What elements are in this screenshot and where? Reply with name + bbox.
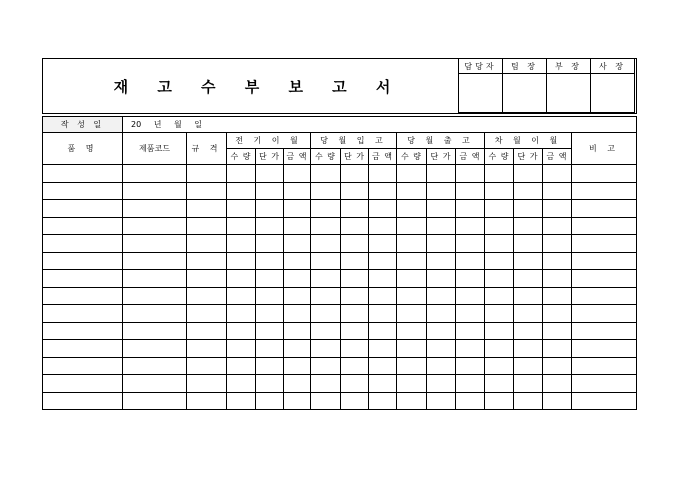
table-cell[interactable] bbox=[572, 252, 637, 270]
table-cell[interactable] bbox=[123, 252, 187, 270]
table-cell[interactable] bbox=[369, 235, 397, 253]
table-cell[interactable] bbox=[369, 217, 397, 235]
table-cell[interactable] bbox=[341, 200, 369, 218]
table-cell[interactable] bbox=[341, 392, 369, 410]
table-cell[interactable] bbox=[341, 357, 369, 375]
table-cell[interactable] bbox=[485, 235, 514, 253]
table-cell[interactable] bbox=[341, 182, 369, 200]
table-cell[interactable] bbox=[427, 375, 456, 393]
table-cell[interactable] bbox=[514, 305, 543, 323]
table-cell[interactable] bbox=[341, 375, 369, 393]
table-cell[interactable] bbox=[123, 217, 187, 235]
table-cell[interactable] bbox=[256, 305, 284, 323]
table-cell[interactable] bbox=[227, 305, 256, 323]
table-cell[interactable] bbox=[572, 165, 637, 183]
table-cell[interactable] bbox=[284, 235, 311, 253]
table-cell[interactable] bbox=[514, 322, 543, 340]
table-cell[interactable] bbox=[43, 375, 123, 393]
signature-cell-team-lead[interactable] bbox=[503, 74, 547, 113]
table-cell[interactable] bbox=[543, 340, 572, 358]
table-cell[interactable] bbox=[543, 375, 572, 393]
inventory-table bbox=[42, 116, 637, 410]
table-cell[interactable] bbox=[485, 392, 514, 410]
table-cell[interactable] bbox=[311, 322, 341, 340]
table-cell[interactable] bbox=[514, 217, 543, 235]
table-cell[interactable] bbox=[256, 182, 284, 200]
table-cell[interactable] bbox=[256, 200, 284, 218]
table-cell[interactable] bbox=[227, 270, 256, 288]
table-cell[interactable] bbox=[311, 165, 341, 183]
table-cell[interactable] bbox=[369, 392, 397, 410]
table-cell[interactable] bbox=[369, 322, 397, 340]
table-cell[interactable] bbox=[397, 287, 427, 305]
table-cell[interactable] bbox=[43, 357, 123, 375]
table-cell[interactable] bbox=[485, 322, 514, 340]
table-cell[interactable] bbox=[284, 217, 311, 235]
table-row bbox=[43, 182, 637, 200]
table-cell[interactable] bbox=[43, 322, 123, 340]
table-cell[interactable] bbox=[514, 200, 543, 218]
table-cell[interactable] bbox=[427, 322, 456, 340]
table-cell[interactable] bbox=[256, 165, 284, 183]
report-header bbox=[42, 58, 637, 114]
table-cell[interactable] bbox=[485, 375, 514, 393]
table-cell[interactable] bbox=[427, 357, 456, 375]
table-cell[interactable] bbox=[341, 165, 369, 183]
approval-label-team-lead: 팀 장 bbox=[503, 59, 547, 74]
table-cell[interactable] bbox=[543, 357, 572, 375]
table-cell[interactable] bbox=[123, 375, 187, 393]
table-cell[interactable] bbox=[227, 375, 256, 393]
table-cell[interactable] bbox=[311, 340, 341, 358]
table-cell[interactable] bbox=[341, 322, 369, 340]
table-cell[interactable] bbox=[397, 270, 427, 288]
table-cell[interactable] bbox=[43, 340, 123, 358]
table-cell[interactable] bbox=[311, 287, 341, 305]
signature-cell-president[interactable] bbox=[591, 74, 635, 113]
table-cell[interactable] bbox=[572, 182, 637, 200]
table-cell[interactable] bbox=[369, 252, 397, 270]
table-cell[interactable] bbox=[427, 392, 456, 410]
subcol-unit-price: 단 가 bbox=[341, 149, 369, 165]
table-cell[interactable] bbox=[341, 252, 369, 270]
table-cell[interactable] bbox=[341, 340, 369, 358]
col-product-code: 제품코드 bbox=[123, 133, 187, 165]
table-cell[interactable] bbox=[397, 235, 427, 253]
table-cell[interactable] bbox=[256, 357, 284, 375]
table-cell[interactable] bbox=[572, 340, 637, 358]
table-cell[interactable] bbox=[311, 375, 341, 393]
table-cell[interactable] bbox=[456, 287, 485, 305]
table-cell[interactable] bbox=[543, 270, 572, 288]
table-cell[interactable] bbox=[456, 322, 485, 340]
table-cell[interactable] bbox=[256, 235, 284, 253]
table-cell[interactable] bbox=[543, 252, 572, 270]
table-cell[interactable] bbox=[187, 357, 227, 375]
table-cell[interactable] bbox=[369, 200, 397, 218]
table-cell[interactable] bbox=[187, 287, 227, 305]
group-next-carryover: 차 월 이 월 bbox=[485, 133, 572, 149]
table-cell[interactable] bbox=[227, 165, 256, 183]
table-cell[interactable] bbox=[485, 252, 514, 270]
table-cell[interactable] bbox=[543, 305, 572, 323]
table-cell[interactable] bbox=[427, 270, 456, 288]
table-cell[interactable] bbox=[43, 392, 123, 410]
table-cell[interactable] bbox=[514, 375, 543, 393]
table-cell[interactable] bbox=[311, 392, 341, 410]
table-cell[interactable] bbox=[543, 392, 572, 410]
table-cell[interactable] bbox=[256, 340, 284, 358]
table-cell[interactable] bbox=[227, 235, 256, 253]
group-prev-carryover: 전 기 이 월 bbox=[227, 133, 311, 149]
table-cell[interactable] bbox=[43, 217, 123, 235]
subcol-quantity: 수 량 bbox=[485, 149, 514, 165]
table-row bbox=[43, 340, 637, 358]
table-cell[interactable] bbox=[341, 270, 369, 288]
table-cell[interactable] bbox=[485, 182, 514, 200]
table-row bbox=[43, 235, 637, 253]
table-cell[interactable] bbox=[427, 165, 456, 183]
subcol-amount: 금 액 bbox=[284, 149, 311, 165]
table-cell[interactable] bbox=[456, 235, 485, 253]
table-cell[interactable] bbox=[427, 235, 456, 253]
table-cell[interactable] bbox=[369, 357, 397, 375]
table-cell[interactable] bbox=[123, 392, 187, 410]
table-cell[interactable] bbox=[427, 200, 456, 218]
table-cell[interactable] bbox=[256, 375, 284, 393]
table-cell[interactable] bbox=[256, 322, 284, 340]
table-cell[interactable] bbox=[572, 375, 637, 393]
table-cell[interactable] bbox=[514, 392, 543, 410]
table-cell[interactable] bbox=[456, 165, 485, 183]
table-cell[interactable] bbox=[227, 252, 256, 270]
table-cell[interactable] bbox=[485, 270, 514, 288]
subcol-unit-price: 단 가 bbox=[427, 149, 456, 165]
table-cell[interactable] bbox=[485, 287, 514, 305]
table-cell[interactable] bbox=[514, 165, 543, 183]
table-cell[interactable] bbox=[456, 200, 485, 218]
table-cell[interactable] bbox=[397, 200, 427, 218]
table-cell[interactable] bbox=[227, 340, 256, 358]
col-spec: 규 격 bbox=[187, 133, 227, 165]
table-cell[interactable] bbox=[397, 305, 427, 323]
table-cell[interactable] bbox=[369, 305, 397, 323]
table-cell[interactable] bbox=[543, 165, 572, 183]
table-cell[interactable] bbox=[311, 200, 341, 218]
table-cell[interactable] bbox=[123, 235, 187, 253]
table-cell[interactable] bbox=[485, 340, 514, 358]
table-cell[interactable] bbox=[543, 200, 572, 218]
table-cell[interactable] bbox=[397, 165, 427, 183]
table-cell[interactable] bbox=[572, 305, 637, 323]
table-cell[interactable] bbox=[543, 217, 572, 235]
col-item-name: 품 명 bbox=[43, 133, 123, 165]
table-cell[interactable] bbox=[284, 340, 311, 358]
table-cell[interactable] bbox=[397, 375, 427, 393]
table-cell[interactable] bbox=[397, 217, 427, 235]
table-cell[interactable] bbox=[427, 305, 456, 323]
table-cell[interactable] bbox=[284, 270, 311, 288]
group-month-out: 당 월 출 고 bbox=[397, 133, 485, 149]
table-cell[interactable] bbox=[227, 392, 256, 410]
table-cell[interactable] bbox=[572, 392, 637, 410]
table-cell[interactable] bbox=[397, 392, 427, 410]
signature-cell-staff[interactable] bbox=[459, 74, 503, 113]
table-cell[interactable] bbox=[43, 165, 123, 183]
table-cell[interactable] bbox=[514, 182, 543, 200]
approval-label-staff: 담당자 bbox=[459, 59, 503, 74]
table-cell[interactable] bbox=[341, 305, 369, 323]
date-label: 작 성 일 bbox=[43, 117, 123, 133]
table-cell[interactable] bbox=[43, 200, 123, 218]
subcol-unit-price: 단 가 bbox=[256, 149, 284, 165]
table-cell[interactable] bbox=[369, 340, 397, 358]
table-cell[interactable] bbox=[187, 235, 227, 253]
table-cell[interactable] bbox=[43, 305, 123, 323]
table-cell[interactable] bbox=[43, 252, 123, 270]
table-cell[interactable] bbox=[572, 270, 637, 288]
table-row bbox=[43, 165, 637, 183]
table-cell[interactable] bbox=[284, 357, 311, 375]
table-cell[interactable] bbox=[284, 305, 311, 323]
table-cell[interactable] bbox=[284, 165, 311, 183]
table-cell[interactable] bbox=[456, 392, 485, 410]
table-cell[interactable] bbox=[427, 217, 456, 235]
subcol-amount: 금 액 bbox=[369, 149, 397, 165]
table-row bbox=[43, 252, 637, 270]
signature-cell-manager[interactable] bbox=[547, 74, 591, 113]
table-cell[interactable] bbox=[311, 235, 341, 253]
table-cell[interactable] bbox=[543, 322, 572, 340]
subcol-quantity: 수 량 bbox=[311, 149, 341, 165]
table-cell[interactable] bbox=[227, 182, 256, 200]
table-row bbox=[43, 322, 637, 340]
table-cell[interactable] bbox=[311, 182, 341, 200]
table-row bbox=[43, 305, 637, 323]
table-cell[interactable] bbox=[227, 322, 256, 340]
table-row bbox=[43, 270, 637, 288]
table-cell[interactable] bbox=[543, 235, 572, 253]
table-cell[interactable] bbox=[456, 305, 485, 323]
table-cell[interactable] bbox=[284, 200, 311, 218]
table-cell[interactable] bbox=[187, 375, 227, 393]
table-cell[interactable] bbox=[123, 165, 187, 183]
table-cell[interactable] bbox=[485, 305, 514, 323]
table-cell[interactable] bbox=[341, 217, 369, 235]
table-cell[interactable] bbox=[187, 392, 227, 410]
table-cell[interactable] bbox=[227, 200, 256, 218]
table-row bbox=[43, 200, 637, 218]
table-cell[interactable] bbox=[572, 217, 637, 235]
table-cell[interactable] bbox=[572, 235, 637, 253]
table-cell[interactable] bbox=[456, 340, 485, 358]
table-cell[interactable] bbox=[397, 182, 427, 200]
table-cell[interactable] bbox=[123, 200, 187, 218]
table-cell[interactable] bbox=[514, 357, 543, 375]
table-cell[interactable] bbox=[284, 287, 311, 305]
approval-label-president: 사 장 bbox=[591, 59, 635, 74]
table-cell[interactable] bbox=[456, 182, 485, 200]
subcol-quantity: 수 량 bbox=[227, 149, 256, 165]
table-cell[interactable] bbox=[485, 200, 514, 218]
table-cell[interactable] bbox=[256, 217, 284, 235]
subcol-unit-price: 단 가 bbox=[514, 149, 543, 165]
table-cell[interactable] bbox=[284, 392, 311, 410]
table-cell[interactable] bbox=[427, 340, 456, 358]
table-cell[interactable] bbox=[427, 182, 456, 200]
table-cell[interactable] bbox=[485, 165, 514, 183]
table-cell[interactable] bbox=[227, 357, 256, 375]
table-row bbox=[43, 357, 637, 375]
table-cell[interactable] bbox=[256, 287, 284, 305]
table-cell[interactable] bbox=[514, 340, 543, 358]
table-cell[interactable] bbox=[43, 235, 123, 253]
table-cell[interactable] bbox=[187, 252, 227, 270]
table-cell[interactable] bbox=[341, 235, 369, 253]
table-cell[interactable] bbox=[543, 182, 572, 200]
table-cell[interactable] bbox=[514, 287, 543, 305]
table-cell[interactable] bbox=[187, 322, 227, 340]
table-cell[interactable] bbox=[572, 287, 637, 305]
col-remarks: 비 고 bbox=[572, 133, 637, 165]
table-cell[interactable] bbox=[123, 340, 187, 358]
table-cell[interactable] bbox=[311, 252, 341, 270]
table-cell[interactable] bbox=[311, 217, 341, 235]
table-cell[interactable] bbox=[427, 287, 456, 305]
table-cell[interactable] bbox=[256, 252, 284, 270]
table-cell[interactable] bbox=[369, 270, 397, 288]
table-cell[interactable] bbox=[43, 270, 123, 288]
table-cell[interactable] bbox=[123, 305, 187, 323]
table-cell[interactable] bbox=[187, 270, 227, 288]
table-cell[interactable] bbox=[227, 217, 256, 235]
table-cell[interactable] bbox=[514, 270, 543, 288]
table-cell[interactable] bbox=[187, 182, 227, 200]
table-cell[interactable] bbox=[572, 200, 637, 218]
table-cell[interactable] bbox=[514, 235, 543, 253]
table-cell[interactable] bbox=[187, 217, 227, 235]
table-cell[interactable] bbox=[256, 270, 284, 288]
table-cell[interactable] bbox=[123, 182, 187, 200]
table-cell[interactable] bbox=[514, 252, 543, 270]
table-row bbox=[43, 392, 637, 410]
table-row bbox=[43, 287, 637, 305]
inventory-report-form bbox=[42, 58, 637, 410]
table-cell[interactable] bbox=[456, 252, 485, 270]
table-cell[interactable] bbox=[397, 322, 427, 340]
table-cell[interactable] bbox=[543, 287, 572, 305]
table-cell[interactable] bbox=[123, 287, 187, 305]
table-cell[interactable] bbox=[123, 357, 187, 375]
report-title: 재 고 수 부 보 고 서 bbox=[113, 77, 403, 96]
table-cell[interactable] bbox=[341, 287, 369, 305]
table-cell[interactable] bbox=[123, 270, 187, 288]
table-cell[interactable] bbox=[187, 305, 227, 323]
table-cell[interactable] bbox=[485, 217, 514, 235]
table-cell[interactable] bbox=[485, 357, 514, 375]
table-cell[interactable] bbox=[456, 357, 485, 375]
approval-label-manager: 부 장 bbox=[547, 59, 591, 74]
table-cell[interactable] bbox=[456, 270, 485, 288]
table-cell[interactable] bbox=[369, 375, 397, 393]
table-cell[interactable] bbox=[369, 165, 397, 183]
table-cell[interactable] bbox=[369, 287, 397, 305]
table-cell[interactable] bbox=[311, 270, 341, 288]
date-field[interactable]: 20 년 월 일 bbox=[123, 117, 637, 133]
table-cell[interactable] bbox=[572, 357, 637, 375]
subcol-amount: 금 액 bbox=[456, 149, 485, 165]
table-cell[interactable] bbox=[123, 322, 187, 340]
subcol-quantity: 수 량 bbox=[397, 149, 427, 165]
table-cell[interactable] bbox=[284, 375, 311, 393]
table-cell[interactable] bbox=[43, 287, 123, 305]
table-cell[interactable] bbox=[227, 287, 256, 305]
approval-box bbox=[458, 58, 635, 113]
subcol-amount: 금 액 bbox=[543, 149, 572, 165]
table-cell[interactable] bbox=[397, 252, 427, 270]
table-cell[interactable] bbox=[187, 165, 227, 183]
table-cell[interactable] bbox=[311, 357, 341, 375]
table-cell[interactable] bbox=[187, 200, 227, 218]
table-cell[interactable] bbox=[397, 357, 427, 375]
table-cell[interactable] bbox=[311, 305, 341, 323]
group-month-in: 당 월 입 고 bbox=[311, 133, 397, 149]
table-cell[interactable] bbox=[572, 322, 637, 340]
table-row bbox=[43, 217, 637, 235]
table-cell[interactable] bbox=[456, 217, 485, 235]
table-cell[interactable] bbox=[427, 252, 456, 270]
table-cell[interactable] bbox=[284, 252, 311, 270]
table-cell[interactable] bbox=[43, 182, 123, 200]
table-cell[interactable] bbox=[284, 182, 311, 200]
table-cell[interactable] bbox=[284, 322, 311, 340]
table-cell[interactable] bbox=[456, 375, 485, 393]
table-cell[interactable] bbox=[256, 392, 284, 410]
table-cell[interactable] bbox=[369, 182, 397, 200]
table-cell[interactable] bbox=[187, 340, 227, 358]
table-cell[interactable] bbox=[397, 340, 427, 358]
table-row bbox=[43, 375, 637, 393]
